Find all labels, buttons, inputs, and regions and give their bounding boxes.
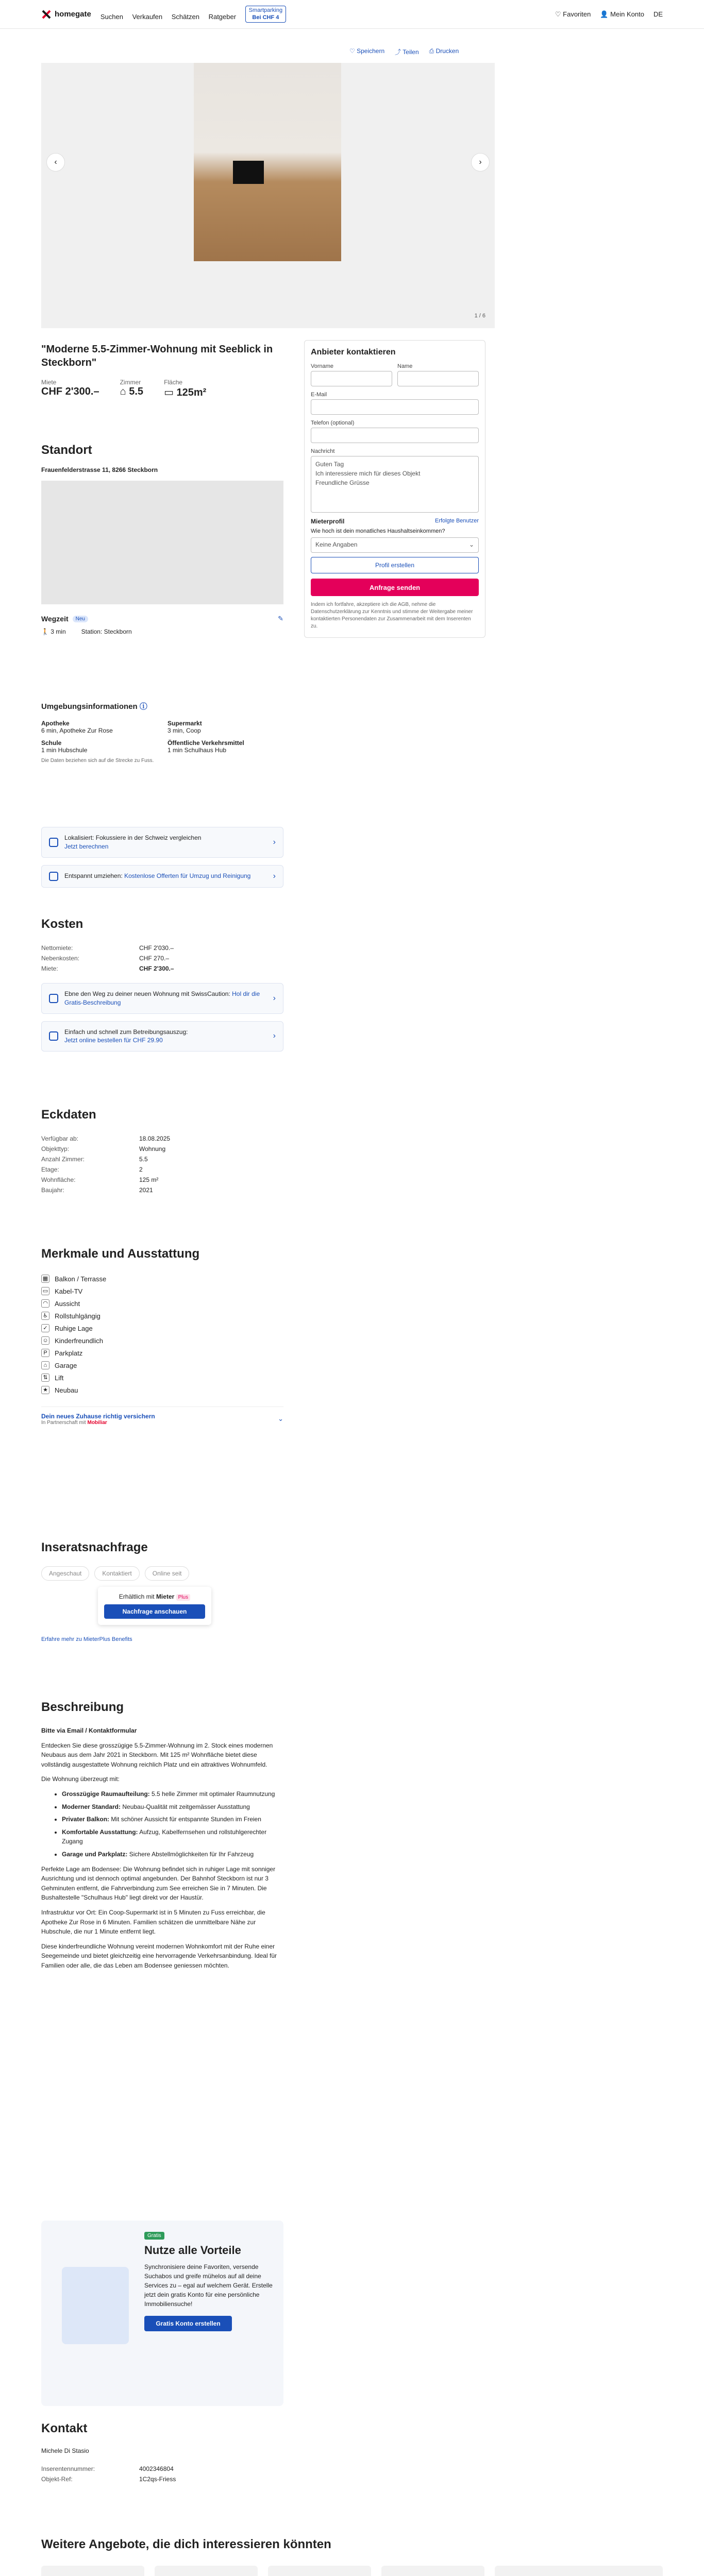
chevron-down-icon: ⌄ — [278, 1415, 283, 1422]
gallery-counter: 1 / 6 — [474, 313, 485, 319]
rent-price: CHF 2'300.– — [41, 386, 99, 397]
chevron-right-icon: › — [273, 871, 276, 880]
offer-card[interactable] — [381, 2566, 484, 2576]
gallery-prev-button[interactable]: ‹ — [46, 153, 65, 172]
wegzeit-label: Wegzeit — [41, 615, 69, 623]
nachfrage-button[interactable]: Nachfrage anschauen — [104, 1604, 205, 1619]
kontakt-title: Kontakt — [41, 2421, 88, 2435]
nachfrage-panel: Angeschaut Kontaktiert Online seit Erhältlich mit Mieter Plus Nachfrage anschauen Erfahre mehr zu MieterPlus Benefits — [41, 1566, 283, 1642]
shield-icon — [49, 994, 58, 1003]
map[interactable] — [41, 481, 283, 604]
umgebung-grid: Apotheke 6 min, Apotheke Zur Rose Supermarkt 3 min, Coop Schule 1 min Hubschule Öffentliche Verkehrsmittel 1 min Schulhaus Hub — [41, 720, 244, 754]
main-nav — [100, 6, 286, 22]
description: Bitte via Email / Kontaktformular Entdecken Sie diese grosszügige 5.5-Zimmer-Wohnung im 2. Stock eines modernen Neubaus aus dem Jahr 2021 in Steckborn. Mit 125 m² Wohnfläche bietet diese vollständig ausgestattete Wohnung reichlich Platz und ein attraktives Wohnumfeld. Die Wohnung überzeugt mit: • Grosszügige Raumaufteilung: 5.5 helle Zimmer mit optimaler Raumnutzung • Moderner Standard: Neubau-Qualität mit zeitgemässer Ausstattung • Privater Balkon: Mit schöner Aussicht für entspannte Stunden im Freien • Komfortable Ausstattung: Aufzug, Kabelfernsehen und rollstuhlgerechter Zugang • Garage und Parkplatz: Sichere Abstellmöglichkeiten für Ihr Fahrzeug Perfekte Lage am Bodensee: Die Wohnung befindet sich in ruhiger Lage mit sonniger Ausrichtung und ist dennoch optimal angebunden. Der Bahnhof Steckborn ist nur 3 Gehminuten entfernt, die Fahrverbindung zum See erreichen Sie in 7 Minuten. Die Bushaltestelle "Schulhaus Hub" liegt direkt vor der Haustür. Infrastruktur vor Ort: Ein Coop-Supermarkt ist in 5 Minuten zu Fuss erreichbar, die Apotheke Zur Rose in 6 Minuten. Familien schätzen die unmittelbare Nähe zur Hubschule, die nur 1 Minute entfernt liegt. Diese kinderfreundliche Wohnung vereint modernen Wohnkomfort mit der Ruhe einer Seegemeinde und bietet gleichzeitig eine hervorragende Verkehrsanbindung. Ideal für Familien oder alle, die das Leben am Bodensee geniessen möchten. — [41, 1726, 283, 1970]
promo-kosten[interactable]: Lokalisiert: Fokussiere in der Schweiz vergleichen Jetzt berechnen › — [41, 827, 283, 858]
logo-mark-icon — [41, 9, 52, 20]
listing-actions — [349, 47, 459, 56]
promo-swisscaution[interactable]: Ebne den Weg zu deiner neuen Wohnung mit SwissCaution: Hol dir die Gratis-Beschreibung › — [41, 983, 283, 1014]
share-button[interactable]: ⤴ Teilen — [395, 48, 419, 56]
edit-pen-icon[interactable]: ✎ — [278, 615, 283, 622]
offer-card[interactable] — [268, 2566, 371, 2576]
language-select[interactable]: DE — [653, 10, 663, 18]
wegzeit-badge: Neu — [73, 616, 88, 622]
nachfrage-title: Inseratsnachfrage — [41, 1540, 148, 1554]
new-building-icon: ★ — [41, 1386, 49, 1394]
truck-icon — [49, 872, 58, 881]
kosten-table: Nettomiete: CHF 2'030.– Nebenkosten: CHF 270.– Miete: CHF 2'300.– Ebne den Weg zu deiner neuen Wohnung mit SwissCaution: Hol dir die Gratis-Beschreibung › Einfach und schnell zum Betreibungsauszug: Jetzt online bestellen für CHF 29.90 › — [41, 943, 283, 1052]
print-button[interactable]: ⎙ Drucken — [429, 47, 459, 55]
nav-verkaufen[interactable]: Verkaufen — [132, 12, 163, 21]
eckdaten-title: Eckdaten — [41, 1108, 96, 1122]
tab-online-seit[interactable]: Online seit — [145, 1566, 190, 1581]
quiet-icon: ✓ — [41, 1324, 49, 1332]
smartparking-badge[interactable]: Smartparking Bei CHF 4 — [245, 6, 286, 22]
listing-photo[interactable] — [194, 63, 341, 261]
income-select[interactable]: Keine Angaben ⌄ — [311, 537, 479, 553]
gratis-badge: Gratis — [144, 2232, 164, 2240]
balcony-icon: ▦ — [41, 1275, 49, 1283]
calculator-icon — [49, 838, 58, 847]
kontakt-info: Michele Di Stasio Inserentennummer: 4002346804 Objekt-Ref: 1C2qs-Friess — [41, 2447, 176, 2483]
promo-betreibung[interactable]: Einfach und schnell zum Betreibungsauszug: Jetzt online bestellen für CHF 29.90 › — [41, 1021, 283, 1052]
vorteile-card: Gratis Nutze alle Vorteile Synchronisiere deine Favoriten, versende Suchabos und greife mühelos auf all deine Services zu – egal auf welchem Gerät. Erstelle jetzt dein gratis Konto für eine persönliche Immobiliensuche! Gratis Konto erstellen — [41, 2221, 283, 2406]
insurance-accordion[interactable]: Dein neues Zuhause richtig versichern In Partnerschaft mit Mobiliar ⌄ — [41, 1406, 283, 1426]
kosten-title: Kosten — [41, 917, 83, 931]
listing-title: "Moderne 5.5-Zimmer-Wohnung mit Seeblick in Steckborn" — [41, 344, 273, 368]
document-icon — [49, 1031, 58, 1041]
merkmale-list: ▦ Balkon / Terrasse ▭ Kabel-TV ◠ Aussicht ♿ Rollstuhlgängig ✓ Ruhige Lage ☺ Kinderfreundlich P Parkplatz ⌂ Garage ⇅ Lift ★ Neubau Dein neues Zuhause richtig versichern In Partnerschaft mit Mobiliar ⌄ — [41, 1275, 283, 1426]
favorites-link[interactable]: ♡ Favoriten — [555, 10, 591, 18]
tv-icon: ▭ — [41, 1287, 49, 1295]
child-icon: ☺ — [41, 1336, 49, 1345]
mieterplus-link[interactable]: Erfahre mehr zu MieterPlus Benefits — [41, 1636, 132, 1642]
tab-angeschaut[interactable]: Angeschaut — [41, 1566, 89, 1581]
firstname-input[interactable] — [311, 371, 392, 386]
umgebung-title: Umgebungsinformationen ⓘ — [41, 702, 147, 711]
nav-suchen[interactable]: Suchen — [100, 12, 123, 21]
create-profile-button[interactable]: Profil erstellen — [311, 557, 479, 573]
create-account-button[interactable]: Gratis Konto erstellen — [144, 2316, 232, 2331]
chevron-right-icon: › — [273, 1031, 276, 1041]
weitere-title: Weitere Angebote, die dich interessieren könnten — [41, 2537, 331, 2551]
nav-ratgeber[interactable]: Ratgeber — [208, 12, 237, 21]
area-value: 125m² — [176, 387, 207, 398]
listing-heading: "Moderne 5.5-Zimmer-Wohnung mit Seeblick in Steckborn" Miete CHF 2'300.– Zimmer ⌂ 5.5 Fläche ▭ 125m² — [41, 343, 283, 399]
info-icon[interactable]: ⓘ — [139, 702, 147, 711]
garage-icon: ⌂ — [41, 1361, 49, 1369]
lastname-input[interactable] — [397, 371, 479, 386]
chevron-right-icon: › — [273, 837, 276, 846]
wheelchair-icon: ♿ — [41, 1312, 49, 1320]
area-icon: ▭ — [164, 387, 174, 398]
promo-umzug[interactable]: Entspannt umziehen: Kostenlose Offerten für Umzug und Reinigung › — [41, 865, 283, 888]
save-button[interactable]: ♡ Speichern — [349, 47, 385, 55]
tab-kontaktiert[interactable]: Kontaktiert — [94, 1566, 139, 1581]
header — [0, 0, 704, 29]
image-gallery[interactable] — [41, 63, 495, 328]
rooms-icon: ⌂ — [120, 386, 126, 397]
phone-input[interactable] — [311, 428, 479, 443]
beschreibung-title: Beschreibung — [41, 1700, 124, 1714]
send-request-button[interactable]: Anfrage senden — [311, 579, 479, 596]
address: Frauenfelderstrasse 11, 8266 Steckborn — [41, 466, 158, 473]
vorteile-illustration — [62, 2267, 129, 2344]
offer-card[interactable] — [41, 2566, 144, 2576]
account-link[interactable]: 👤 Mein Konto — [600, 10, 644, 18]
chevron-down-icon: ⌄ — [468, 541, 474, 548]
rooms-value: 5.5 — [129, 386, 144, 397]
contact-form: Anbieter kontaktieren Vorname Name E-Mail Telefon (optional) Nachricht Guten Tag Ich interessiere mich für dieses Objekt Freundliche Grüsse Mieterprofil Erfolgte Benutzer Wie hoch ist dein monatliches Haushaltseinkommen? Keine Angaben ⌄ Profil erstellen Anfrage senden Indem ich fortfahre, akzeptiere ich die AGB, nehme die Datenschutzerklärung zur Kenntnis und stimme der Weitergabe meiner kontaktierten Personendaten zur Zusammenarbeit mit dem Inserenten zu. — [304, 340, 485, 638]
eckdaten-table: Verfügbar ab: 18.08.2025 Objekttyp: Wohnung Anzahl Zimmer: 5.5 Etage: 2 Wohnfläche: 125 m² Baujahr: 2021 — [41, 1135, 171, 1194]
walk-icon: 🚶 3 min — [41, 628, 66, 635]
lift-icon: ⇅ — [41, 1374, 49, 1382]
parking-icon: P — [41, 1349, 49, 1357]
merkmale-title: Merkmale und Ausstattung — [41, 1247, 200, 1261]
nav-schaetzen[interactable]: Schätzen — [171, 12, 199, 21]
tv-in-photo — [233, 161, 264, 184]
message-textarea[interactable]: Guten Tag Ich interessiere mich für dieses Objekt Freundliche Grüsse — [311, 456, 479, 513]
homegate-logo[interactable]: homegate — [41, 9, 91, 20]
email-input[interactable] — [311, 399, 479, 415]
gallery-next-button[interactable]: › — [471, 153, 490, 172]
chevron-right-icon: › — [273, 993, 276, 1003]
offer-card[interactable] — [577, 2566, 663, 2576]
view-icon: ◠ — [41, 1299, 49, 1308]
standort-title: Standort — [41, 443, 92, 457]
mieterprofil-link[interactable]: Erfolgte Benutzer — [435, 518, 479, 524]
offer-card[interactable] — [155, 2566, 258, 2576]
